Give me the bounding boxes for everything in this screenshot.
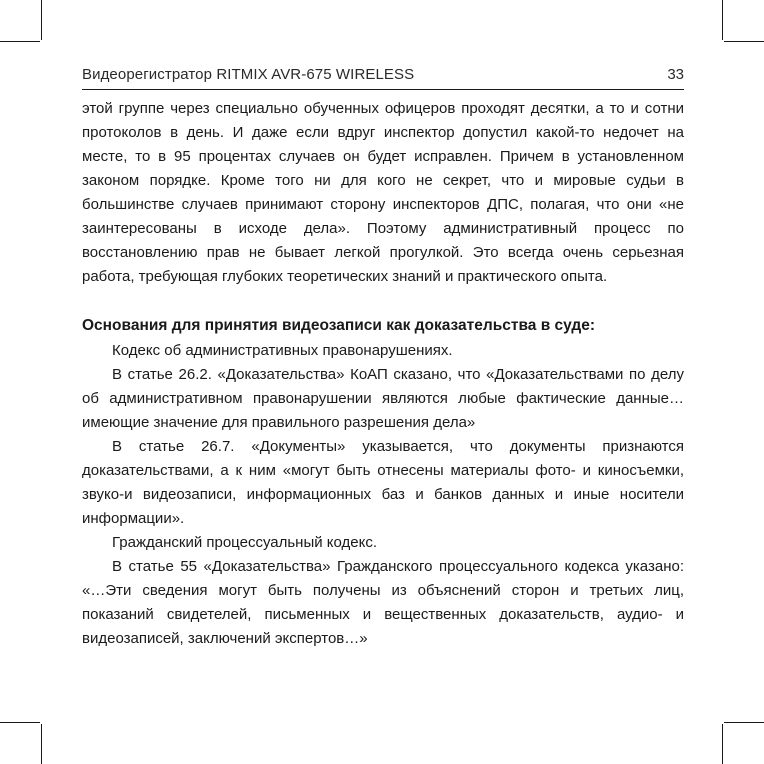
article-55-paragraph: В статье 55 «Доказательства» Гражданского процессуального кодекса указано: «…Эти сведения могут быть получены из объяснений сторон и третьих лиц, показаний свидетелей, письменных и вещественных доказательств, аудио- и видеозаписей, заключений экспертов…» [82, 558, 684, 647]
section-heading: Основания для принятия видеозаписи как доказательства в суде: [82, 317, 596, 334]
header-rule [82, 89, 684, 90]
crop-mark-top-left-horizontal [0, 41, 40, 42]
paragraph-spacer [82, 289, 684, 313]
intro-paragraph: этой группе через специально обученных офицеров проходят десятки, а то и сотни протоколов в день. И даже если вдруг инспектор допустил какой-то недочет на месте, то в 95 процентах случаев он будет исправлен. Причем в установленном законом порядке. Кроме того ни для кого не секрет, что и мировые судьи в большинстве случаев принимают сторону инспекторов ДПС, полагая, что они «не заинтересованы в исходе дела». Поэтому административный процесс по восстановлению прав не бывает легкой прогулкой. Это всегда очень серьезная работа, требующая глубоких теоретических знаний и практического опыта. [82, 100, 684, 285]
page-body [82, 97, 684, 651]
code-civil-title: Гражданский процессуальный кодекс. [112, 534, 378, 551]
running-title: Видеорегистратор RITMIX AVR-675 WIRELESS [82, 66, 415, 83]
crop-mark-bottom-left-horizontal [0, 722, 40, 723]
crop-mark-bottom-right-horizontal [724, 722, 764, 723]
crop-mark-bottom-left-vertical [41, 724, 42, 764]
page-number: 33 [667, 66, 684, 83]
crop-mark-top-left-vertical [41, 0, 42, 40]
crop-mark-top-right-horizontal [724, 41, 764, 42]
crop-mark-bottom-right-vertical [722, 724, 723, 764]
code-admin-title: Кодекс об административных правонарушениях. [112, 342, 453, 359]
article-26-2-paragraph: В статье 26.2. «Доказательства» КоАП сказано, что «Доказательствами по делу об административном правонарушении являются любые фактические данные… имеющие значение для правильного разрешения дела» [82, 366, 684, 431]
article-26-7-paragraph: В статье 26.7. «Документы» указывается, что документы признаются доказательствами, а к ним «могут быть отнесены материалы фото- и киносъемки, звуко-и видеозаписи, информационных баз и банков данных и иные носители информации». [82, 438, 684, 527]
crop-mark-top-right-vertical [722, 0, 723, 40]
